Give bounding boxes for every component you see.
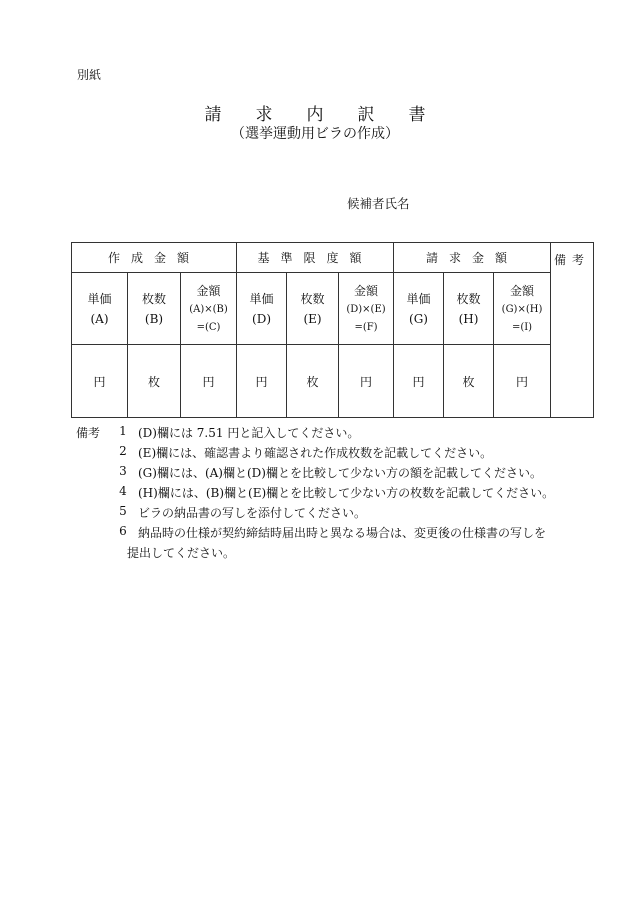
col-f-formula: (D)×(E) — [346, 303, 386, 315]
col-e-label: 枚数 — [300, 291, 325, 306]
col-g-label: 単価 — [406, 291, 431, 306]
note-1-text: (D)欄には 7.51 円と記入してください。 — [138, 426, 360, 440]
col-c-formula: (A)×(B) — [189, 303, 228, 315]
col-g-header — [394, 273, 444, 345]
cell-b-unit: 枚 — [128, 345, 181, 418]
col-h-header — [444, 273, 494, 345]
col-b-code: (B) — [144, 311, 164, 326]
col-b-header — [128, 273, 181, 345]
col-d-code: (D) — [252, 311, 271, 326]
col-c-result: =(C) — [196, 321, 221, 333]
col-h-label: 枚数 — [456, 291, 481, 306]
note-4-text: (H)欄には、(B)欄と(E)欄とを比較して少ない方の枚数を記載してください。 — [138, 486, 555, 500]
col-b-label: 枚数 — [141, 291, 166, 306]
note-3-text: (G)欄には、(A)欄と(D)欄とを比較して少ない方の額を記載してください。 — [138, 466, 542, 480]
document-subtitle: （選挙運動用ビラの作成） — [231, 126, 399, 142]
note-4-number: 4 — [119, 484, 127, 498]
note-2-number: 2 — [119, 444, 127, 458]
remarks-column-header: 備考 — [551, 243, 594, 418]
note-1-number: 1 — [119, 424, 127, 438]
cell-c-unit: 円 — [181, 345, 237, 418]
col-i-header — [494, 273, 551, 345]
note-5-number: 5 — [119, 504, 127, 518]
col-i-label: 金額 — [510, 283, 535, 298]
note-6-continuation: 提出してください。 — [127, 546, 236, 560]
document-title: 請求内訳書 — [204, 105, 460, 125]
cell-i-unit: 円 — [494, 345, 551, 418]
col-e-header — [287, 273, 339, 345]
cell-h-unit: 枚 — [444, 345, 494, 418]
col-a-header — [72, 273, 128, 345]
group-limit-amount: 基準限度額 — [237, 243, 394, 273]
col-i-result: =(I) — [511, 321, 533, 333]
group-production-amount: 作成金額 — [72, 243, 237, 273]
note-2-text: (E)欄には、確認書より確認された作成枚数を記載してください。 — [138, 446, 493, 460]
candidate-name-label: 候補者氏名 — [347, 196, 410, 211]
column-header-row — [72, 273, 594, 345]
cell-e-unit: 枚 — [287, 345, 339, 418]
invoice-breakdown-table — [71, 242, 594, 418]
notes-heading: 備考 — [76, 426, 101, 440]
note-5-text: ビラの納品書の写しを添付してください。 — [138, 506, 367, 520]
col-c-label: 金額 — [196, 283, 221, 298]
note-6-text: 納品時の仕様が契約締結時届出時と異なる場合は、変更後の仕様書の写しを — [138, 526, 547, 540]
note-6-number: 6 — [119, 524, 127, 538]
attachment-label: 別紙 — [77, 68, 102, 82]
col-a-code: (A) — [90, 311, 109, 326]
group-header-row — [72, 243, 594, 273]
cell-d-unit: 円 — [237, 345, 287, 418]
cell-a-unit: 円 — [72, 345, 128, 418]
col-d-header — [237, 273, 287, 345]
col-i-formula: (G)×(H) — [501, 303, 543, 315]
col-c-header — [181, 273, 237, 345]
col-e-code: (E) — [303, 311, 322, 326]
cell-f-unit: 円 — [339, 345, 394, 418]
col-g-code: (G) — [409, 311, 428, 326]
group-claim-amount: 請求金額 — [394, 243, 551, 273]
amount-entry-row — [72, 345, 594, 418]
cell-g-unit: 円 — [394, 345, 444, 418]
col-d-label: 単価 — [249, 291, 274, 306]
col-h-code: (H) — [458, 311, 479, 326]
col-a-label: 単価 — [87, 291, 112, 306]
note-3-number: 3 — [119, 464, 127, 478]
col-f-label: 金額 — [354, 283, 379, 298]
col-f-result: =(F) — [354, 321, 378, 333]
col-f-header — [339, 273, 394, 345]
